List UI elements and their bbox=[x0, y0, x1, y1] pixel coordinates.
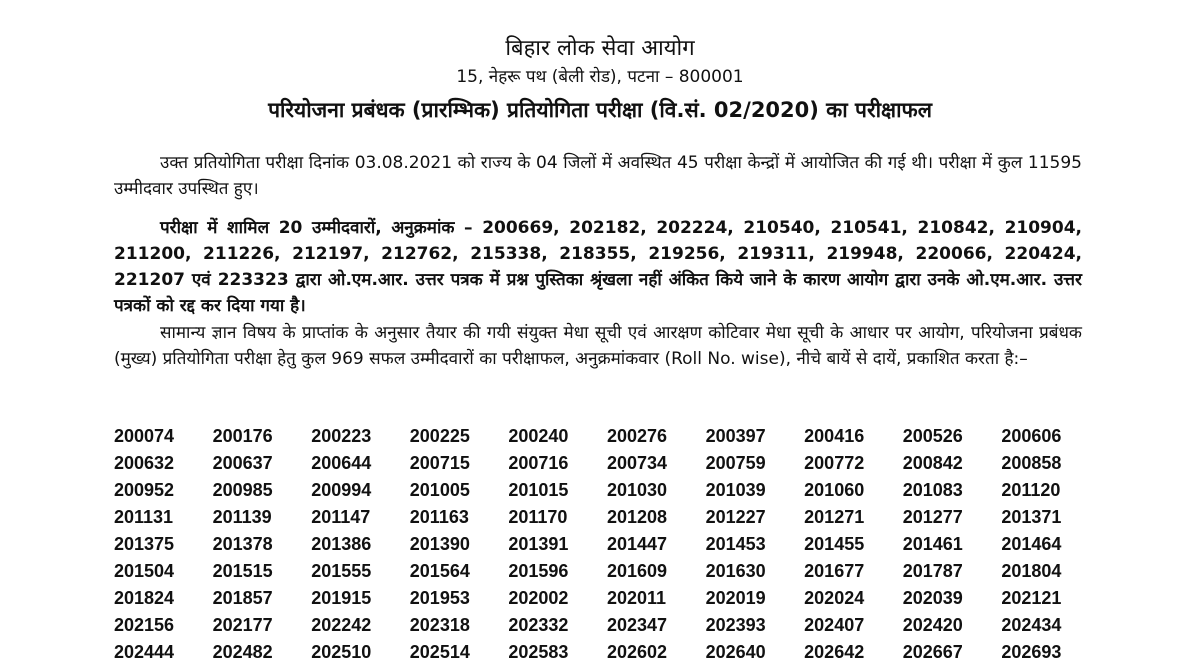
roll-number: 201857 bbox=[212, 588, 273, 608]
roll-number: 200397 bbox=[705, 426, 766, 446]
roll-number: 201787 bbox=[902, 561, 963, 581]
roll-number: 201120 bbox=[1001, 480, 1061, 500]
roll-number: 201447 bbox=[606, 534, 668, 554]
organization-address: 15, नेहरू पथ (बेली रोड), पटना – 800001 bbox=[456, 67, 744, 87]
roll-number: 201453 bbox=[705, 534, 766, 554]
roll-number: 200644 bbox=[311, 453, 372, 473]
paragraph-cancelled-candidates bbox=[114, 215, 1082, 319]
roll-number: 202011 bbox=[606, 588, 667, 608]
roll-number: 201564 bbox=[409, 561, 470, 581]
roll-number: 202514 bbox=[409, 642, 470, 662]
roll-number: 200994 bbox=[311, 480, 372, 500]
roll-number: 201391 bbox=[508, 534, 569, 554]
roll-number: 200985 bbox=[212, 480, 273, 500]
roll-number: 201083 bbox=[902, 480, 963, 500]
roll-number: 201464 bbox=[1001, 534, 1062, 554]
paragraph-result-statement-text: सामान्य ज्ञान विषय के प्राप्तांक के अनुसार तैयार की गयी संयुक्त मेधा सूची एवं आरक्षण कोटिवार मेधा सूची के आधार पर आयोग, परियोजना प्रबंधक (मुख्य) प्रतियोगिता परीक्षा हेतु कुल 969 सफल उम्मीदवारों का परीक्षाफल, अनुक्रमांकवार (Roll No. wise), नीचे बायें से दायें, प्रकाशित करता है:– bbox=[114, 323, 1082, 369]
roll-number: 202393 bbox=[705, 615, 766, 635]
roll-number: 201030 bbox=[606, 480, 668, 500]
roll-number: 200223 bbox=[311, 426, 372, 446]
roll-number: 202318 bbox=[409, 615, 470, 635]
roll-number: 200240 bbox=[508, 426, 569, 446]
roll-number: 201170 bbox=[508, 507, 568, 527]
roll-number: 200842 bbox=[902, 453, 963, 473]
roll-number-row bbox=[114, 477, 1100, 504]
roll-number-grid bbox=[114, 423, 1100, 666]
roll-number: 202482 bbox=[212, 642, 273, 662]
document-title: परियोजना प्रबंधक (प्रारम्भिक) प्रतियोगिता परीक्षा (वि.सं. 02/2020) का परीक्षाफल bbox=[268, 98, 932, 122]
roll-number: 202024 bbox=[804, 588, 865, 608]
roll-number: 202019 bbox=[705, 588, 766, 608]
roll-number-row bbox=[114, 504, 1100, 531]
roll-number: 201378 bbox=[212, 534, 273, 554]
roll-number: 202156 bbox=[114, 615, 175, 635]
roll-number: 201131 bbox=[114, 507, 174, 527]
roll-number: 200176 bbox=[212, 426, 273, 446]
roll-number: 201371 bbox=[1001, 507, 1062, 527]
roll-number: 200716 bbox=[508, 453, 569, 473]
roll-number: 200734 bbox=[606, 453, 668, 473]
roll-number: 201163 bbox=[409, 507, 469, 527]
roll-number-row bbox=[114, 450, 1100, 477]
roll-number: 201139 bbox=[212, 507, 272, 527]
paragraph-exam-info-text: उक्त प्रतियोगिता परीक्षा दिनांक 03.08.2021 को राज्य के 04 जिलों में अवस्थित 45 परीक्षा केन्द्रों में आयोजित की गई थी। परीक्षा में कुल 11595 उम्मीदवार उपस्थित हुए। bbox=[114, 153, 1082, 199]
roll-number: 201515 bbox=[212, 561, 273, 581]
roll-number: 200858 bbox=[1001, 453, 1062, 473]
roll-number: 202510 bbox=[311, 642, 372, 662]
roll-number: 201915 bbox=[311, 588, 372, 608]
roll-number: 202434 bbox=[1001, 615, 1062, 635]
paragraph-exam-info bbox=[114, 150, 1082, 202]
roll-number: 201555 bbox=[311, 561, 372, 581]
roll-number: 202332 bbox=[508, 615, 569, 635]
organization-name: बिहार लोक सेवा आयोग bbox=[505, 36, 695, 61]
roll-number: 200526 bbox=[902, 426, 963, 446]
roll-number-row bbox=[114, 639, 1100, 666]
roll-number: 202177 bbox=[212, 615, 273, 635]
roll-number: 200225 bbox=[409, 426, 470, 446]
roll-number: 201039 bbox=[705, 480, 766, 500]
roll-number: 201596 bbox=[508, 561, 569, 581]
roll-number: 200074 bbox=[114, 426, 175, 446]
roll-number: 201390 bbox=[409, 534, 470, 554]
roll-number: 202420 bbox=[902, 615, 963, 635]
roll-number: 201804 bbox=[1001, 561, 1062, 581]
roll-number: 200952 bbox=[114, 480, 175, 500]
roll-number: 201005 bbox=[409, 480, 470, 500]
roll-number-row bbox=[114, 423, 1100, 450]
roll-number: 200637 bbox=[212, 453, 273, 473]
roll-number: 200276 bbox=[606, 426, 668, 446]
roll-number: 201147 bbox=[311, 507, 371, 527]
roll-number: 201386 bbox=[311, 534, 372, 554]
roll-number-row bbox=[114, 531, 1100, 558]
roll-number: 201455 bbox=[804, 534, 865, 554]
roll-number: 202121 bbox=[1001, 588, 1062, 608]
roll-number: 202039 bbox=[902, 588, 963, 608]
roll-number: 201461 bbox=[902, 534, 963, 554]
roll-number: 201824 bbox=[114, 588, 175, 608]
roll-number: 202002 bbox=[508, 588, 569, 608]
roll-number: 200632 bbox=[114, 453, 175, 473]
roll-number: 202602 bbox=[606, 642, 668, 662]
roll-number: 200772 bbox=[804, 453, 865, 473]
roll-number: 202242 bbox=[311, 615, 372, 635]
roll-number: 202347 bbox=[606, 615, 668, 635]
roll-number: 201208 bbox=[606, 507, 668, 527]
roll-number: 201677 bbox=[804, 561, 865, 581]
roll-number: 201227 bbox=[705, 507, 766, 527]
roll-number: 200715 bbox=[409, 453, 470, 473]
roll-number: 202640 bbox=[705, 642, 766, 662]
paragraph-result-statement bbox=[114, 320, 1082, 372]
roll-number: 200416 bbox=[804, 426, 865, 446]
roll-number: 201277 bbox=[902, 507, 963, 527]
roll-number: 202642 bbox=[804, 642, 865, 662]
roll-number: 202693 bbox=[1001, 642, 1062, 662]
roll-number: 200759 bbox=[705, 453, 766, 473]
roll-number-row bbox=[114, 612, 1100, 639]
roll-number: 201015 bbox=[508, 480, 569, 500]
roll-number-row bbox=[114, 558, 1100, 585]
roll-number: 200606 bbox=[1001, 426, 1062, 446]
roll-number: 202444 bbox=[114, 642, 175, 662]
roll-number: 201630 bbox=[705, 561, 766, 581]
roll-number-row bbox=[114, 585, 1100, 612]
roll-number: 201271 bbox=[804, 507, 865, 527]
roll-number: 201504 bbox=[114, 561, 175, 581]
roll-number: 202583 bbox=[508, 642, 569, 662]
roll-number: 201375 bbox=[114, 534, 175, 554]
roll-number: 202407 bbox=[804, 615, 865, 635]
paragraph-cancelled-candidates-text: परीक्षा में शामिल 20 उम्मीदवारों, अनुक्रमांक – 200669, 202182, 202224, 210540, 210541, 210842, 210904, 211200, 211226, 212197, 212762, 215338, 218355, 219256, 219311, 219948, 220066, 220424, 221207 एवं 223323 द्वारा ओ.एम.आर. उत्तर पत्रक में प्रश्न पुस्तिका श्रृंखला नहीं अंकित किये जाने के कारण आयोग द्वारा उनके ओ.एम.आर. उत्तर पत्रकों को रद्द कर दिया गया है। bbox=[114, 218, 1082, 316]
roll-number: 202667 bbox=[902, 642, 963, 662]
roll-number: 201953 bbox=[409, 588, 470, 608]
roll-number: 201609 bbox=[606, 561, 668, 581]
roll-number: 201060 bbox=[804, 480, 865, 500]
